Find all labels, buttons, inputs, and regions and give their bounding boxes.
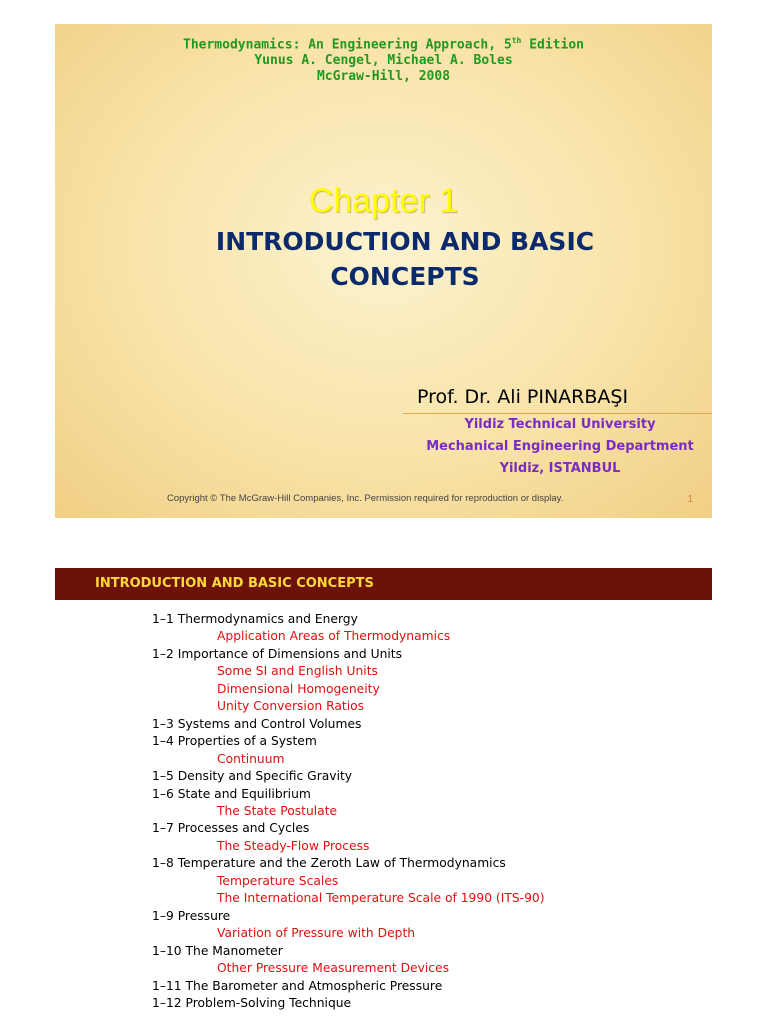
toc-subitem: Continuum bbox=[217, 751, 285, 766]
reference-publisher: McGraw-Hill, 2008 bbox=[316, 69, 451, 85]
book-reference bbox=[55, 33, 712, 85]
reference-edition-sup: th bbox=[511, 36, 522, 45]
toc-item: 1–2 Importance of Dimensions and Units bbox=[152, 646, 403, 661]
affiliation-location: Yildiz, ISTANBUL bbox=[499, 461, 621, 476]
toc-subitem: Some SI and English Units bbox=[217, 664, 378, 679]
slide-title bbox=[175, 224, 635, 294]
toc-item: 1–8 Temperature and the Zeroth Law of Thermodynamics bbox=[152, 856, 506, 871]
chapter-label: Chapter 1 bbox=[308, 182, 459, 220]
title-slide bbox=[55, 24, 712, 518]
toc-item: 1–4 Properties of a System bbox=[152, 734, 317, 749]
reference-title: Thermodynamics: An Engineering Approach, 5 bbox=[183, 37, 512, 53]
toc-item: 1–10 The Manometer bbox=[152, 943, 283, 958]
copyright-notice: Copyright © The McGraw-Hill Companies, Inc. Permission required for reproduction or display. bbox=[167, 493, 564, 504]
toc-subitem: Dimensional Homogeneity bbox=[217, 681, 380, 696]
toc-item: 1–6 State and Equilibrium bbox=[152, 786, 311, 801]
toc-item: 1–12 Problem-Solving Technique bbox=[152, 995, 352, 1010]
toc-subitem: The Steady-Flow Process bbox=[217, 838, 370, 853]
toc-subitem: Variation of Pressure with Depth bbox=[217, 926, 416, 941]
toc-item: 1–3 Systems and Control Volumes bbox=[152, 716, 362, 731]
slide-title-line-2: CONCEPTS bbox=[330, 262, 480, 291]
affiliation bbox=[410, 414, 710, 480]
toc-subitem: Temperature Scales bbox=[217, 873, 339, 888]
affiliation-university: Yildiz Technical University bbox=[464, 417, 656, 432]
toc-subitem: Unity Conversion Ratios bbox=[217, 699, 365, 714]
reference-line-1 bbox=[55, 33, 712, 53]
slide-title-line-1: INTRODUCTION AND BASIC bbox=[215, 227, 595, 256]
toc-item: 1–5 Density and Specific Gravity bbox=[152, 769, 353, 784]
toc-item: 1–9 Pressure bbox=[152, 908, 231, 923]
toc-item: 1–11 The Barometer and Atmospheric Pressure bbox=[152, 978, 443, 993]
reference-edition: Edition bbox=[521, 37, 584, 53]
section-header-bar bbox=[55, 568, 712, 600]
page-number: 1 bbox=[687, 494, 693, 505]
section-header: INTRODUCTION AND BASIC CONCEPTS bbox=[95, 576, 374, 591]
toc-item: 1–7 Processes and Cycles bbox=[152, 821, 310, 836]
reference-authors: Yunus A. Cengel, Michael A. Boles bbox=[254, 53, 513, 69]
table-of-contents bbox=[152, 611, 712, 1012]
toc-subitem: The International Temperature Scale of 1990 (ITS-90) bbox=[217, 891, 545, 906]
toc-subitem: The State Postulate bbox=[217, 803, 338, 818]
author-name: Prof. Dr. Ali PINARBAŞI bbox=[417, 386, 629, 408]
toc-item: 1–1 Thermodynamics and Energy bbox=[152, 612, 358, 626]
toc-subitem: Other Pressure Measurement Devices bbox=[217, 961, 450, 976]
affiliation-department: Mechanical Engineering Department bbox=[426, 439, 694, 454]
toc-subitem: Application Areas of Thermodynamics bbox=[217, 629, 451, 644]
